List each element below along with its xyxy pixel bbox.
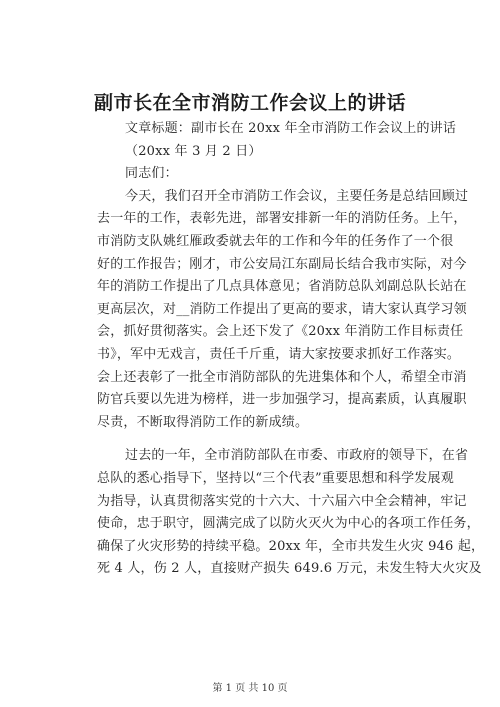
paragraph-gap [97, 434, 435, 445]
paragraph-line: 尽责，不断取得消防工作的新成绩。 [97, 414, 309, 430]
paragraph-line: 死 4 人，伤 2 人，直接财产损失 649.6 万元，未发生特大火灾及 [97, 561, 482, 577]
page-number-footer: 第 1 页 共 10 页 [212, 683, 288, 694]
paragraph-line: 过去的一年，全市消防部队在市委、市政府的领导下，在省 [125, 448, 469, 464]
paragraph-1 [97, 186, 469, 435]
document-body [97, 118, 485, 581]
subtitle-line: 文章标题：副市长在 20xx 年全市消防工作会议上的讲话 [125, 121, 457, 136]
paragraph-line: 年的消防工作提出了几点具体意见；省消防总队刘副总队长站在 [97, 279, 467, 295]
paragraph-line: 使命，忠于职守，圆满完成了以防火灭火为中心的各项工作任务， [97, 516, 480, 532]
document-title: 副市长在全市消防工作会议上的讲话 [93, 92, 406, 114]
paragraph-line: 会上还表彰了一批全市消防部队的先进集体和个人，希望全市消 [97, 369, 467, 385]
paragraph-line: 好的工作报告；刚才，市公安局江东副局长结合我市实际，对今 [97, 256, 467, 272]
paragraph-2 [97, 445, 485, 581]
paragraph-line: 今天，我们召开全市消防工作会议，主要任务是总结回顾过 [125, 188, 469, 204]
paragraph-line: 为指导，认真贯彻落实党的十六大、十六届六中全会精神，牢记 [97, 493, 467, 509]
paragraph-line: 会，抓好贯彻落实。会上还下发了《20xx 年消防工作目标责任 [97, 324, 464, 340]
paragraph-line: 去一年的工作，表彰先进，部署安排新一年的消防任务。上午， [97, 211, 467, 227]
date-line: （20xx 年 3 月 2 日） [125, 143, 262, 159]
paragraph-line: 书》，军中无戏言，责任千斤重，请大家按要求抓好工作落实。 [97, 346, 461, 362]
paragraph-line: 确保了火灾形势的持续平稳。20xx 年，全市共发生火灾 946 起， [97, 538, 485, 554]
salutation: 同志们： [125, 166, 178, 182]
paragraph-line: 市消防支队姚红雁政委就去年的工作和今年的任务作了一个很 [97, 233, 454, 249]
paragraph-line: 防官兵要以先进为榜样，进一步加强学习，提高素质，认真履职 [97, 392, 467, 408]
paragraph-line: 更高层次，对__消防工作提出了更高的要求，请大家认真学习领 [97, 301, 467, 317]
paragraph-line: 总队的悉心指导下，坚持以“三个代表”重要思想和科学发展观 [97, 470, 454, 486]
